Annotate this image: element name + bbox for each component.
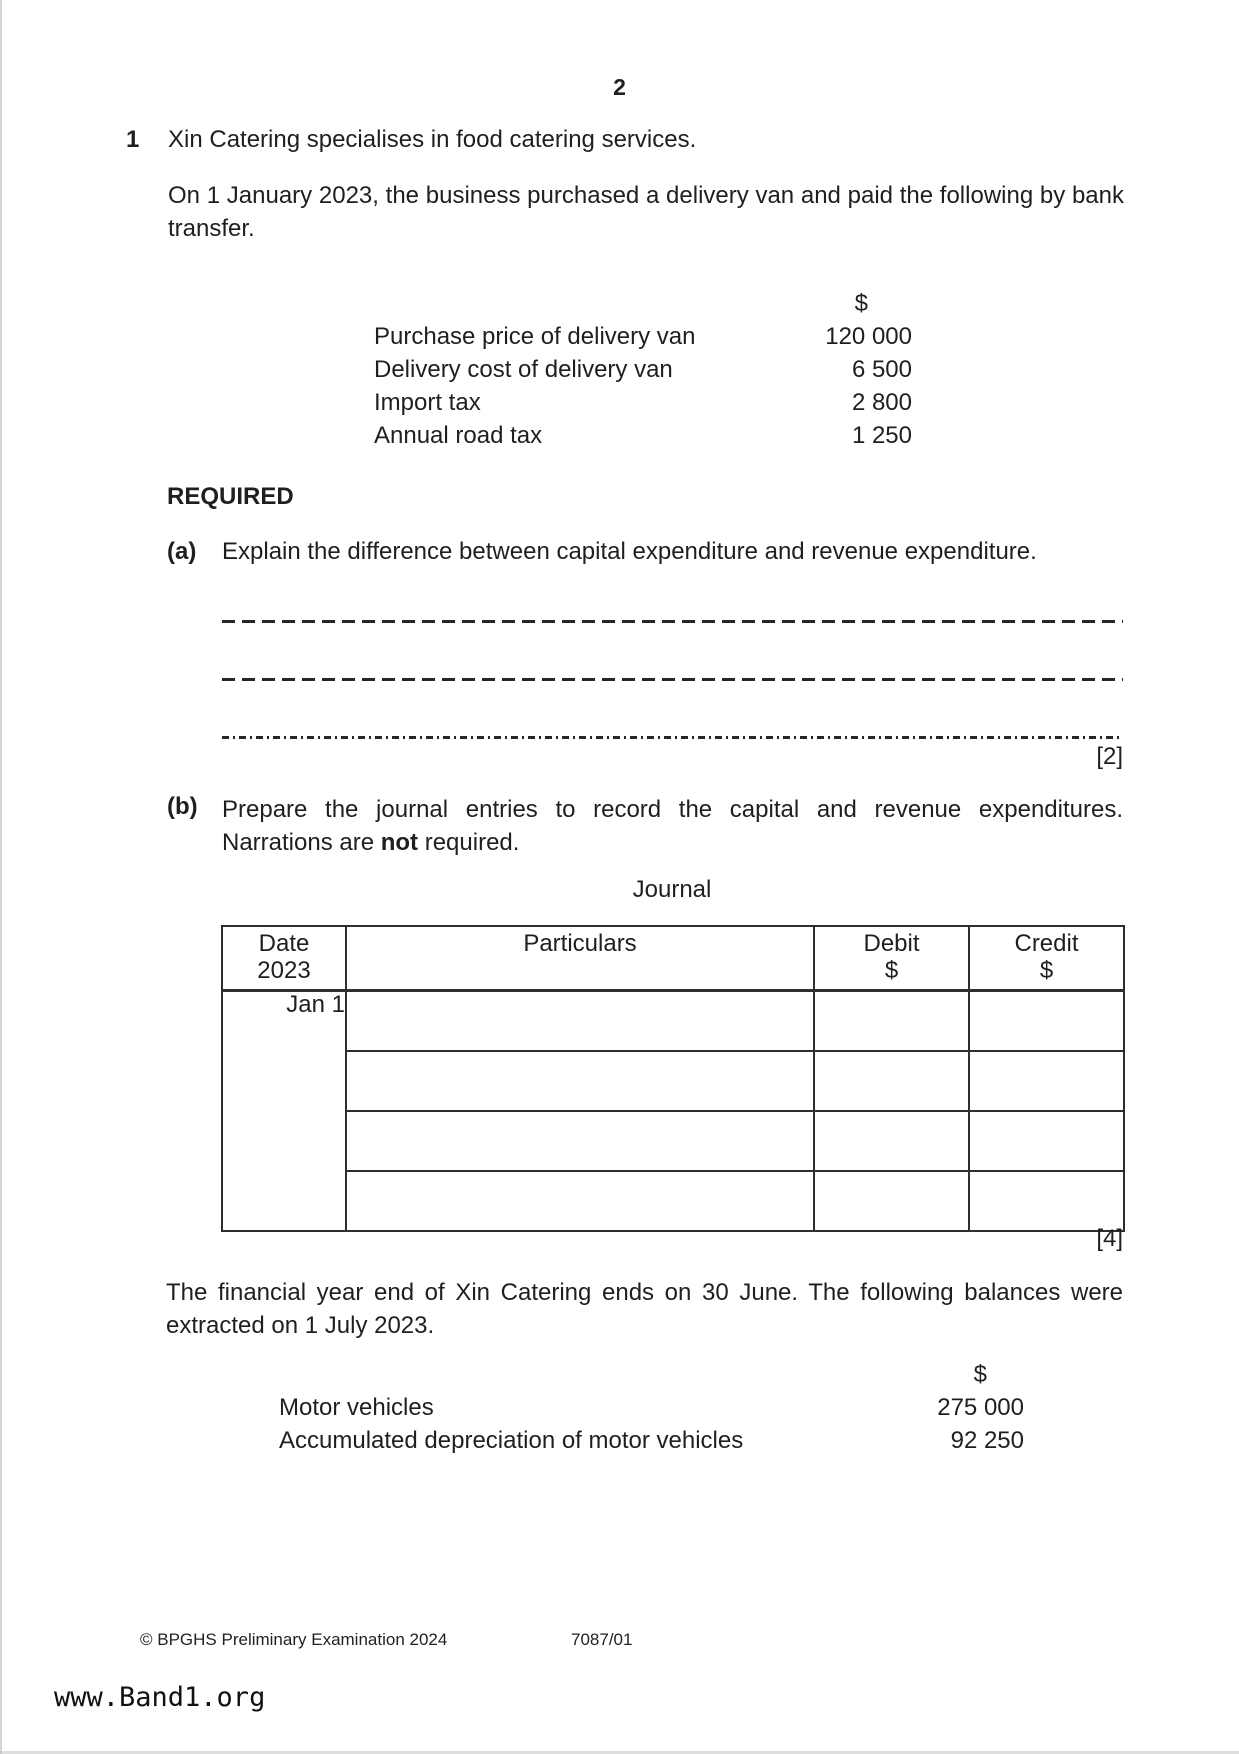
journal-header-row — [222, 926, 1124, 991]
balances-rows — [279, 1391, 1024, 1457]
cost-list-rows — [374, 320, 912, 452]
part-a-label: (a) — [167, 538, 197, 565]
part-b-text-start: Prepare the journal entries to record the capital and revenue expenditures. Narrations are — [222, 796, 1123, 856]
credit-header-line1: Credit — [1014, 930, 1079, 957]
journal-particulars-cell — [346, 991, 814, 1052]
journal-credit-cell — [969, 1051, 1124, 1111]
journal-debit-cell — [814, 1051, 969, 1111]
part-b-text-end: required. — [418, 829, 520, 856]
journal-col-credit — [969, 926, 1124, 991]
balance-row-value: 92 250 — [950, 1427, 1024, 1454]
question-number: 1 — [126, 126, 140, 153]
journal-particulars-cell — [346, 1051, 814, 1111]
credit-header-line2: $ — [1039, 957, 1054, 984]
journal-entry-row — [222, 991, 1124, 1052]
journal-credit-cell — [969, 1111, 1124, 1171]
part-b-bold-word: not — [380, 829, 419, 856]
currency-header: $ — [854, 290, 868, 317]
debit-header-line1: Debit — [863, 930, 920, 957]
balance-row-label: Motor vehicles — [279, 1394, 434, 1421]
debit-header-line2: $ — [884, 957, 899, 984]
journal-title: Journal — [632, 876, 712, 903]
journal-date-cell: Jan 1 — [222, 991, 346, 1232]
journal-credit-cell — [969, 991, 1124, 1052]
cost-list — [374, 287, 912, 452]
footer-paper-code: 7087/01 — [571, 1630, 633, 1649]
journal-debit-cell — [814, 991, 969, 1052]
cost-row-value: 1 250 — [851, 422, 912, 449]
cost-row — [374, 353, 912, 386]
date-header-line1: Date — [258, 930, 310, 957]
journal-col-particulars — [346, 926, 814, 991]
scenario-paragraph: On 1 January 2023, the business purchased a delivery van and paid the following by bank transfer. — [168, 182, 1124, 242]
required-heading: REQUIRED — [167, 483, 294, 510]
part-b-marks: [4] — [1096, 1225, 1123, 1252]
answer-line-2 — [222, 678, 1123, 681]
journal-col-date — [222, 926, 346, 991]
footer-copyright: © BPGHS Preliminary Examination 2024 — [140, 1630, 448, 1649]
journal-table — [221, 925, 1125, 1232]
journal-credit-cell — [969, 1171, 1124, 1231]
balance-row-label: Accumulated depreciation of motor vehicles — [279, 1427, 744, 1454]
journal-particulars-cell — [346, 1111, 814, 1171]
cost-row-label: Annual road tax — [374, 422, 543, 449]
journal-entry-row — [222, 1111, 1124, 1171]
journal-debit-cell — [814, 1171, 969, 1231]
journal-col-debit — [814, 926, 969, 991]
question-intro: Xin Catering specialises in food catering services. — [168, 126, 697, 153]
answer-line-3 — [222, 736, 1123, 739]
balance-row — [279, 1391, 1024, 1424]
cost-row-label: Import tax — [374, 389, 481, 416]
particulars-header: Particulars — [523, 930, 637, 957]
cost-row-value: 6 500 — [851, 356, 912, 383]
journal-particulars-cell — [346, 1171, 814, 1231]
cost-row — [374, 419, 912, 452]
balances-list — [279, 1358, 1024, 1457]
watermark-url: www.Band1.org — [54, 1682, 266, 1713]
cost-row — [374, 320, 912, 353]
cost-row-value: 120 000 — [825, 323, 912, 350]
journal-debit-cell — [814, 1111, 969, 1171]
journal-body — [222, 991, 1124, 1232]
answer-line-1 — [222, 620, 1123, 623]
balance-row-value: 275 000 — [937, 1394, 1024, 1421]
cost-row-label: Delivery cost of delivery van — [374, 356, 673, 383]
journal-entry-row — [222, 1171, 1124, 1231]
balance-row — [279, 1424, 1024, 1457]
year-end-paragraph: The financial year end of Xin Catering ends on 30 June. The following balances were extracted on 1 July 2023. — [166, 1279, 1123, 1339]
part-b-text — [222, 793, 1123, 859]
part-b-label: (b) — [167, 793, 198, 820]
part-a-marks: [2] — [1096, 743, 1123, 770]
cost-row — [374, 386, 912, 419]
cost-row-label: Purchase price of delivery van — [374, 323, 696, 350]
part-a-text: Explain the difference between capital expenditure and revenue expenditure. — [222, 538, 1037, 565]
page-number: 2 — [613, 74, 626, 100]
date-header-line2: 2023 — [257, 957, 311, 984]
scan-edge-left — [0, 0, 2, 1754]
balances-currency-header: $ — [973, 1361, 987, 1388]
journal-entry-row — [222, 1051, 1124, 1111]
cost-row-value: 2 800 — [851, 389, 912, 416]
